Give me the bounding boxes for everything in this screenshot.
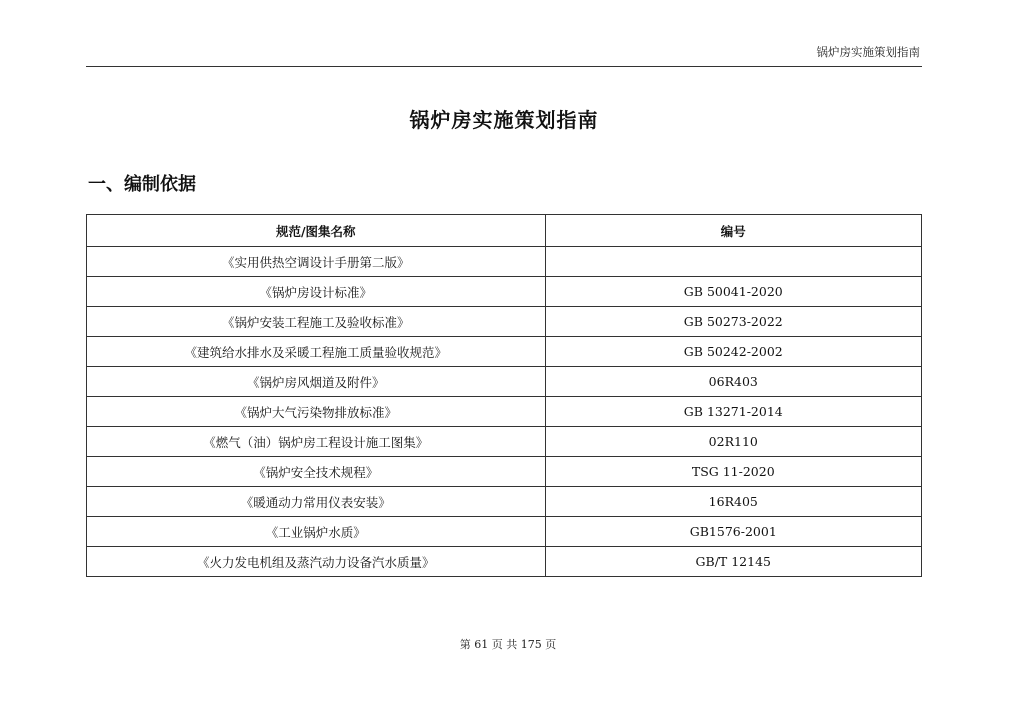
standard-name-cell: 《锅炉安装工程施工及验收标准》	[87, 307, 546, 337]
table-header-row	[87, 215, 922, 247]
section-heading: 一、编制依据	[88, 174, 196, 195]
standard-code-cell: GB 13271-2014	[545, 397, 921, 427]
standard-code-cell: GB 50273-2022	[545, 307, 921, 337]
standard-code-cell: GB 50242-2002	[545, 337, 921, 367]
header-divider	[86, 66, 922, 67]
table-row	[87, 517, 922, 547]
table-row	[87, 457, 922, 487]
standard-name-cell: 《燃气（油）锅炉房工程设计施工图集》	[87, 427, 546, 457]
table-row	[87, 307, 922, 337]
table-row	[87, 337, 922, 367]
table-row	[87, 367, 922, 397]
column-header-code: 编号	[545, 215, 921, 247]
reference-table	[86, 214, 922, 577]
standard-code-cell: 16R405	[545, 487, 921, 517]
column-header-name: 规范/图集名称	[87, 215, 546, 247]
table-row	[87, 547, 922, 577]
standard-code-cell: 02R110	[545, 427, 921, 457]
running-header: 锅炉房实施策划指南	[816, 45, 920, 59]
standard-name-cell: 《暖通动力常用仪表安装》	[87, 487, 546, 517]
standard-name-cell: 《实用供热空调设计手册第二版》	[87, 247, 546, 277]
table-row	[87, 427, 922, 457]
standard-code-cell: 06R403	[545, 367, 921, 397]
standard-code-cell	[545, 247, 921, 277]
table-row	[87, 487, 922, 517]
standard-name-cell: 《火力发电机组及蒸汽动力设备汽水质量》	[87, 547, 546, 577]
standard-name-cell: 《锅炉安全技术规程》	[87, 457, 546, 487]
table-row	[87, 277, 922, 307]
standard-code-cell: GB 50041-2020	[545, 277, 921, 307]
standard-name-cell: 《工业锅炉水质》	[87, 517, 546, 547]
standard-name-cell: 《锅炉房风烟道及附件》	[87, 367, 546, 397]
table-row	[87, 397, 922, 427]
standard-code-cell: TSG 11-2020	[545, 457, 921, 487]
document-title: 锅炉房实施策划指南	[409, 108, 599, 132]
standard-code-cell: GB1576-2001	[545, 517, 921, 547]
table-row	[87, 247, 922, 277]
standard-name-cell: 《锅炉大气污染物排放标准》	[87, 397, 546, 427]
standard-code-cell: GB/T 12145	[545, 547, 921, 577]
standard-name-cell: 《建筑给水排水及采暖工程施工质量验收规范》	[87, 337, 546, 367]
standard-name-cell: 《锅炉房设计标准》	[87, 277, 546, 307]
page-number-footer: 第 61 页 共 175 页	[459, 638, 557, 651]
